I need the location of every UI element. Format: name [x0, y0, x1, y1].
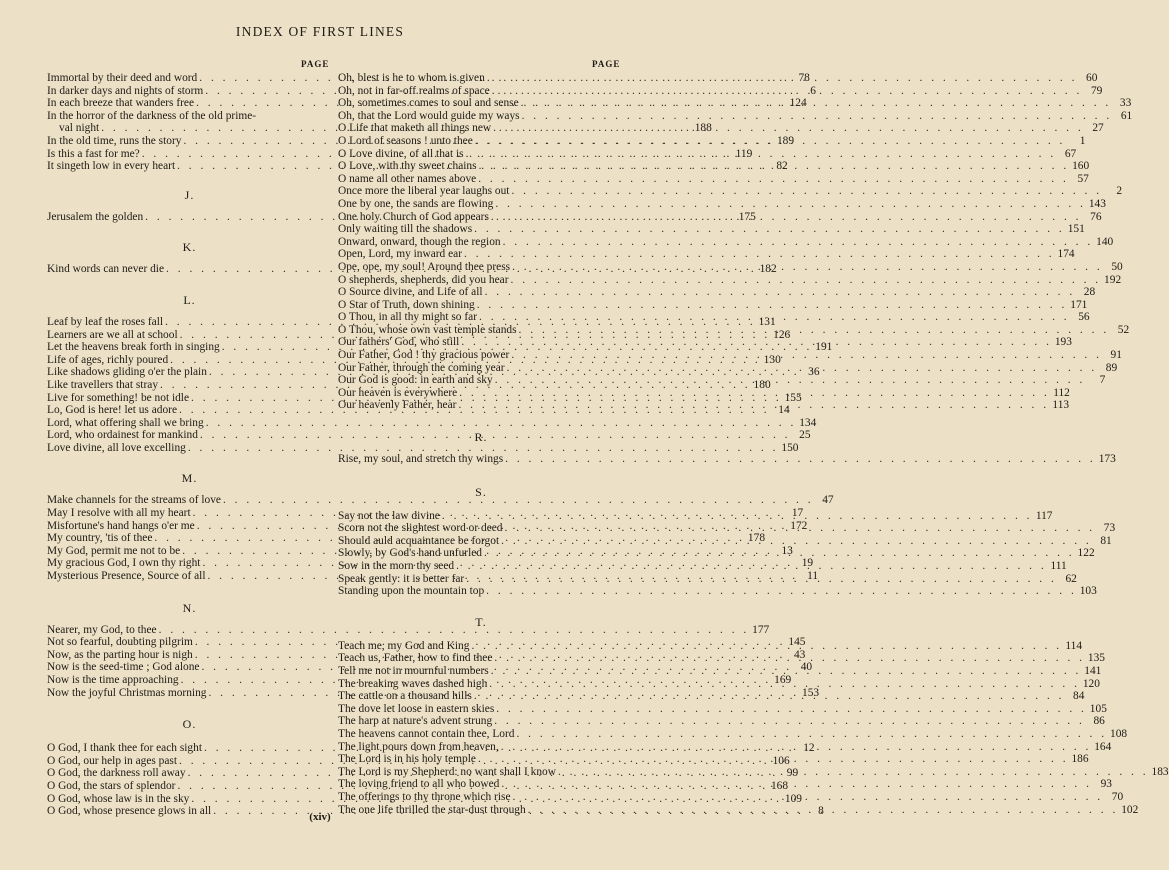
dot-leader: [511, 185, 1102, 198]
index-entry: [338, 509, 1053, 523]
first-line-text: The breaking waves dashed high: [338, 677, 488, 690]
first-line-text: Immortal by their deed and word: [47, 72, 198, 84]
section-letter: L.: [183, 292, 196, 307]
section-letter: T.: [475, 614, 487, 629]
page-number-footer: (xiv): [309, 811, 331, 823]
first-line-text: O name all other names above: [338, 172, 477, 185]
index-entry: [47, 416, 817, 430]
index-entry: [338, 248, 1075, 261]
page-number: 114: [1065, 639, 1083, 652]
dot-leader: [503, 236, 1094, 249]
dot-leader: [492, 85, 1083, 98]
page-number: 177: [752, 623, 770, 636]
first-line-text: O Lord of seasons ! unto thee: [338, 134, 473, 147]
page-number: 99: [786, 767, 799, 780]
dot-leader: [516, 728, 1107, 741]
page-number: 50: [1111, 260, 1123, 273]
page-number: 174: [1057, 248, 1075, 261]
first-line-text: Our Father, God ! thy gracious power: [338, 349, 510, 362]
index-entry: [338, 273, 1122, 287]
dot-leader: [522, 110, 1113, 123]
first-line-text: Our God is good: in earth and sky: [338, 374, 493, 387]
dot-leader: [471, 640, 1062, 653]
first-line-text: O Star of Truth, down shining: [338, 298, 475, 311]
first-line-text: Like shadows gliding o'er the plain: [47, 366, 207, 379]
dot-leader: [512, 261, 1103, 274]
page-number: 186: [1071, 753, 1089, 766]
page-number: 81: [1100, 534, 1112, 547]
first-line-text: Like travellers that stray: [47, 378, 159, 391]
first-line-text: In the old time, runs the story: [47, 134, 182, 147]
dot-leader: [474, 690, 1065, 703]
page-number: 17: [791, 507, 804, 520]
dot-leader: [442, 510, 1033, 523]
first-line-text: Now the joyful Christmas morning: [47, 686, 207, 699]
index-entry: [338, 453, 1116, 466]
page-number: 84: [1073, 690, 1085, 703]
first-line-text: Lo, God is here! let us adore: [47, 404, 178, 417]
first-line-text: One by one, the sands are flowing: [338, 197, 494, 210]
first-line-text: My God, permit me not to be: [47, 544, 181, 557]
page-number: 93: [1100, 778, 1112, 791]
page-number: 126: [773, 328, 791, 341]
page-number: 108: [1110, 727, 1128, 740]
first-line-text: Teach us, Father, how to find thee: [338, 652, 493, 665]
section-letter: K.: [182, 240, 197, 255]
dot-leader: [477, 299, 1068, 312]
first-line-text: Is this a fast for me?: [47, 147, 140, 160]
page-number: 25: [799, 429, 811, 442]
page-number: 180: [753, 378, 771, 391]
index-entry: [338, 223, 1085, 236]
first-line-text: Standing upon the mountain top: [338, 585, 485, 598]
dot-leader: [501, 741, 1092, 754]
page-number: 130: [763, 353, 781, 366]
page-number: 33: [1119, 97, 1132, 110]
first-line-text: Now, as the parting hour is nigh: [47, 648, 193, 661]
page-number: 169: [774, 674, 792, 686]
first-line-text: O God, the stars of splendor: [47, 779, 176, 792]
page-number: 111: [1050, 560, 1067, 572]
page-number: 153: [802, 686, 820, 699]
page-column-label-left: PAGE: [301, 59, 330, 69]
page-number: 106: [772, 754, 790, 767]
page-number: 191: [815, 341, 833, 354]
page-number: 155: [784, 391, 802, 404]
first-line-text: Life of ages, richly poured: [47, 353, 169, 366]
dot-leader: [479, 311, 1070, 324]
first-line-text: O God, whose law is in the sky: [47, 792, 190, 805]
first-line-text: Tell me not in mournful numbers: [338, 664, 489, 677]
page-number: 122: [1077, 547, 1095, 560]
first-line-text: val night: [59, 122, 100, 135]
first-line-text: Learners are we all at school: [47, 328, 178, 341]
section-letter: N.: [182, 600, 197, 615]
first-line-text: Open, Lord, my inward ear: [338, 248, 462, 261]
dot-leader: [501, 535, 1092, 548]
page-number: 27: [1092, 122, 1104, 135]
dot-leader: [507, 362, 1098, 375]
dot-leader: [496, 703, 1087, 716]
page-number: 175: [738, 210, 756, 223]
first-line-text: The light pours down from heaven,: [338, 740, 499, 753]
first-line-text: Oh, not in far-off realms of space: [338, 84, 490, 97]
dot-leader: [466, 148, 1057, 161]
page-number: 113: [1052, 399, 1070, 412]
dot-leader: [489, 678, 1080, 691]
first-line-text: Not so fearful, doubting pilgrim: [47, 636, 193, 649]
dot-leader: [494, 715, 1085, 728]
first-line-text: O Source divine, and Life of all: [338, 286, 483, 299]
dot-leader: [458, 399, 1049, 412]
first-line-text: Love divine, all love excelling: [47, 441, 186, 454]
first-line-text: It singeth low in every heart: [47, 160, 176, 173]
first-line-text: One holy Church of God appears: [338, 210, 489, 223]
page-number: 178: [747, 532, 766, 545]
dot-leader: [487, 72, 1078, 85]
page-number: 8: [818, 805, 824, 818]
dot-leader: [485, 286, 1076, 299]
index-entry: [338, 585, 1097, 598]
page-number: 150: [781, 441, 799, 454]
first-line-text: The harp at nature's advent strung: [338, 715, 493, 728]
page-number: 14: [778, 404, 790, 417]
first-line-text: O Thou, whose own vast temple stands: [338, 323, 517, 336]
page-number: 91: [1110, 349, 1122, 362]
page-number: 43: [793, 648, 806, 661]
section-letter: O.: [182, 717, 197, 732]
page-number: 73: [1103, 522, 1116, 535]
index-entry: [338, 185, 1123, 198]
index-entry: [47, 441, 799, 455]
index-entry: [338, 84, 1103, 98]
index-entry: [47, 429, 811, 442]
first-line-text: O God, I thank thee for each sight: [47, 742, 202, 755]
first-line-text: The offerings to thy throne which rise: [338, 790, 511, 803]
first-line-text: Our heavenly Father, hear: [338, 399, 457, 412]
first-line-text: Say not the law divine: [338, 509, 440, 522]
first-line-text: Speak gently: it is better far: [338, 572, 465, 585]
index-entry: [338, 702, 1107, 716]
first-line-text: Our heaven is everywhere: [338, 386, 458, 399]
first-line-text: The one life thrilled the star-dust through: [338, 803, 526, 816]
dot-leader: [511, 349, 1102, 362]
page-number: 89: [1105, 361, 1118, 374]
page-number: 56: [1078, 311, 1090, 324]
page-number: 172: [790, 519, 808, 532]
index-entry: [47, 623, 770, 637]
first-line-text: Our fathers' God, who still: [338, 336, 460, 349]
dot-leader: [513, 791, 1104, 804]
index-entry: [338, 172, 1089, 186]
page-number: 168: [770, 779, 789, 792]
dot-leader: [519, 324, 1110, 337]
page-number: 109: [784, 792, 802, 805]
first-line-text: The Lord is my Shepherd: no want shall I know: [338, 765, 556, 778]
page-number: 188: [694, 122, 712, 135]
first-line-text: O Life that maketh all things new: [338, 122, 492, 135]
first-line-text: Should auld acquaintance be forgot: [338, 534, 500, 547]
first-line-text: O Love, with thy sweet chains: [338, 160, 477, 173]
page-number: 189: [776, 134, 795, 147]
first-line-text: Ope, ope, my soul! Around thee press: [338, 260, 511, 273]
dot-leader: [521, 97, 1112, 110]
page-number: 60: [1086, 72, 1098, 84]
dot-leader: [478, 753, 1069, 766]
first-line-text: Kind words can never die: [47, 263, 165, 276]
first-line-text: Scorn not the slightest word or deed: [338, 522, 503, 535]
index-entry: [338, 715, 1105, 728]
dot-leader: [478, 173, 1069, 186]
page-number: 145: [788, 636, 806, 649]
page-number: 173: [1098, 453, 1116, 466]
first-line-text: Only waiting till the shadows: [338, 223, 473, 236]
dot-leader: [495, 374, 1086, 387]
dot-leader: [474, 223, 1065, 236]
dot-leader: [459, 387, 1050, 400]
dot-leader: [494, 652, 1085, 665]
page-number: 112: [1053, 386, 1070, 399]
page-number: 7: [1099, 374, 1106, 387]
page-number: 105: [1089, 702, 1107, 715]
first-line-text: Rise, my soul, and stretch thy wings: [338, 453, 504, 466]
index-entry: [338, 727, 1128, 741]
dot-leader: [456, 560, 1047, 573]
first-line-text: Oh, blest is he to whom is given: [338, 72, 485, 84]
page-number: 12: [803, 742, 815, 755]
page-number: 131: [758, 315, 776, 328]
page-number: 36: [808, 366, 820, 379]
page-number: 1: [1079, 134, 1086, 147]
dot-leader: [475, 135, 1066, 148]
page-number: 135: [1087, 652, 1105, 665]
first-line-text: Now is the time approaching: [47, 674, 179, 686]
page-number: 151: [1067, 223, 1085, 236]
first-line-text: In darker days and nights of storm: [47, 84, 204, 97]
page-number: 124: [789, 97, 807, 110]
index-entry: [338, 235, 1114, 249]
first-line-text: Teach me, my God and King: [338, 639, 470, 652]
section-letter: J.: [184, 187, 195, 202]
page-number: 57: [1077, 172, 1089, 185]
first-line-text: Sow in the morn thy seed: [338, 560, 455, 572]
page-number: 40: [800, 661, 813, 674]
section-letter: S.: [475, 484, 487, 499]
first-line-text: Onward, onward, though the region: [338, 235, 501, 248]
first-line-text: Oh, that the Lord would guide my ways: [338, 109, 520, 122]
first-line-text: May I resolve with all my heart: [47, 507, 191, 520]
page-number: 160: [1072, 160, 1090, 173]
index-entry: [47, 110, 332, 123]
page-number: 119: [735, 147, 753, 160]
page-number: 76: [1090, 210, 1102, 223]
page-number: 62: [1065, 572, 1077, 585]
page-number: 61: [1120, 109, 1133, 122]
page-number: 47: [822, 494, 834, 507]
first-line-text: Lord, who ordainest for mankind: [47, 429, 198, 442]
first-line-text: Mysterious Presence, Source of all: [47, 570, 206, 583]
first-line-text: Make channels for the streams of love: [47, 494, 221, 507]
first-line-text: Oh, sometimes comes to soul and sense: [338, 97, 519, 110]
dot-leader: [491, 211, 1082, 224]
page-title: INDEX OF FIRST LINES: [235, 24, 405, 39]
dot-leader: [558, 766, 1149, 779]
page-number: 143: [1088, 197, 1106, 210]
first-line-text: O Thou, in all thy might so far: [338, 311, 477, 324]
dot-leader: [491, 665, 1082, 678]
page-number: 117: [1035, 509, 1053, 522]
first-line-text: O God, the darkness roll away: [47, 767, 186, 780]
first-line-text: In the horror of the darkness of the old prime-: [47, 109, 257, 122]
index-entry: [338, 298, 1088, 312]
dot-leader: [505, 453, 1096, 466]
page-number: 78: [798, 72, 810, 84]
page-number: 183: [1151, 765, 1169, 778]
first-line-text: Lord, what offering shall we bring: [47, 416, 204, 429]
page-column-label-right: PAGE: [592, 59, 621, 69]
first-line-text: The Lord is in his holy temple: [338, 753, 476, 766]
dot-leader: [484, 544, 1075, 560]
first-line-text: O shepherds, shepherds, did you hear: [338, 273, 509, 286]
first-line-text: My country, 'tis of thee: [47, 532, 153, 545]
first-line-text: Let the heavens break forth in singing: [47, 341, 220, 354]
dot-leader: [464, 248, 1055, 261]
dot-leader: [505, 519, 1096, 535]
page-number: 102: [1121, 803, 1139, 816]
first-line-text: The heavens cannot contain thee, Lord: [338, 727, 515, 740]
page-number: 182: [759, 263, 777, 276]
page-number: 193: [1054, 336, 1072, 349]
page-number: 13: [781, 544, 793, 557]
index-entry: [338, 109, 1133, 123]
page-number: 103: [1079, 585, 1097, 598]
page-number: 11: [807, 570, 819, 583]
page-number: 2: [1116, 185, 1123, 198]
dot-leader: [486, 585, 1077, 598]
dot-leader: [495, 198, 1086, 211]
page-number: 28: [1083, 286, 1096, 299]
page-number: 79: [1090, 84, 1103, 97]
dot-leader: [493, 122, 1084, 135]
section-letter: R.: [474, 430, 488, 445]
first-line-text: The loving friend to all who bowed: [338, 778, 500, 791]
first-line-text: O Love divine, of all that is: [338, 147, 464, 160]
page-number: 120: [1082, 677, 1100, 690]
page-number: 140: [1096, 235, 1114, 248]
first-line-text: The cattle on a thousand hills: [338, 690, 472, 703]
page-number: 52: [1117, 323, 1130, 336]
first-line-text: Live for something! be not idle: [47, 391, 190, 404]
first-line-text: My gracious God, I own thy right: [47, 557, 201, 570]
first-line-text: Nearer, my God, to thee: [47, 623, 157, 636]
dot-leader: [461, 336, 1052, 349]
first-line-text: Leaf by leaf the roses fall: [47, 315, 164, 328]
dot-leader: [466, 573, 1057, 586]
first-line-text: O God, whose presence glows in all: [47, 805, 212, 818]
page-number: 134: [799, 416, 817, 429]
page-number: 171: [1070, 298, 1088, 311]
first-line-text: In each breeze that wanders free: [47, 97, 195, 110]
index-entry: [338, 197, 1106, 211]
first-line-text: Misfortune's hand hangs o'er me: [47, 519, 195, 532]
page-number: 86: [1093, 715, 1105, 728]
section-letter: M.: [181, 471, 198, 486]
page-number: 19: [801, 557, 814, 570]
page-number: 6: [810, 84, 816, 97]
page-number: 164: [1094, 740, 1112, 753]
page-number: 141: [1084, 664, 1102, 677]
dot-leader: [501, 778, 1092, 791]
first-line-text: Now is the seed-time ; God alone: [47, 661, 200, 674]
dot-leader: [511, 274, 1102, 287]
page-number: 82: [776, 160, 788, 173]
page-number: 70: [1111, 790, 1124, 803]
first-line-text: Slowly, by God's hand unfurled: [338, 547, 483, 560]
first-line-text: Our Father, through the coming year: [338, 361, 505, 374]
first-line-text: Once more the liberal year laughs out: [338, 185, 510, 198]
page-number: 192: [1104, 273, 1122, 286]
first-line-text: Jerusalem the golden: [47, 210, 144, 223]
first-line-text: O God, our help in ages past: [47, 754, 178, 767]
index-entry: [47, 494, 834, 507]
index-entry: [338, 286, 1096, 299]
page-number: 67: [1064, 147, 1077, 160]
dot-leader: [479, 160, 1070, 173]
first-line-text: The dove let loose in eastern skies: [338, 702, 495, 715]
